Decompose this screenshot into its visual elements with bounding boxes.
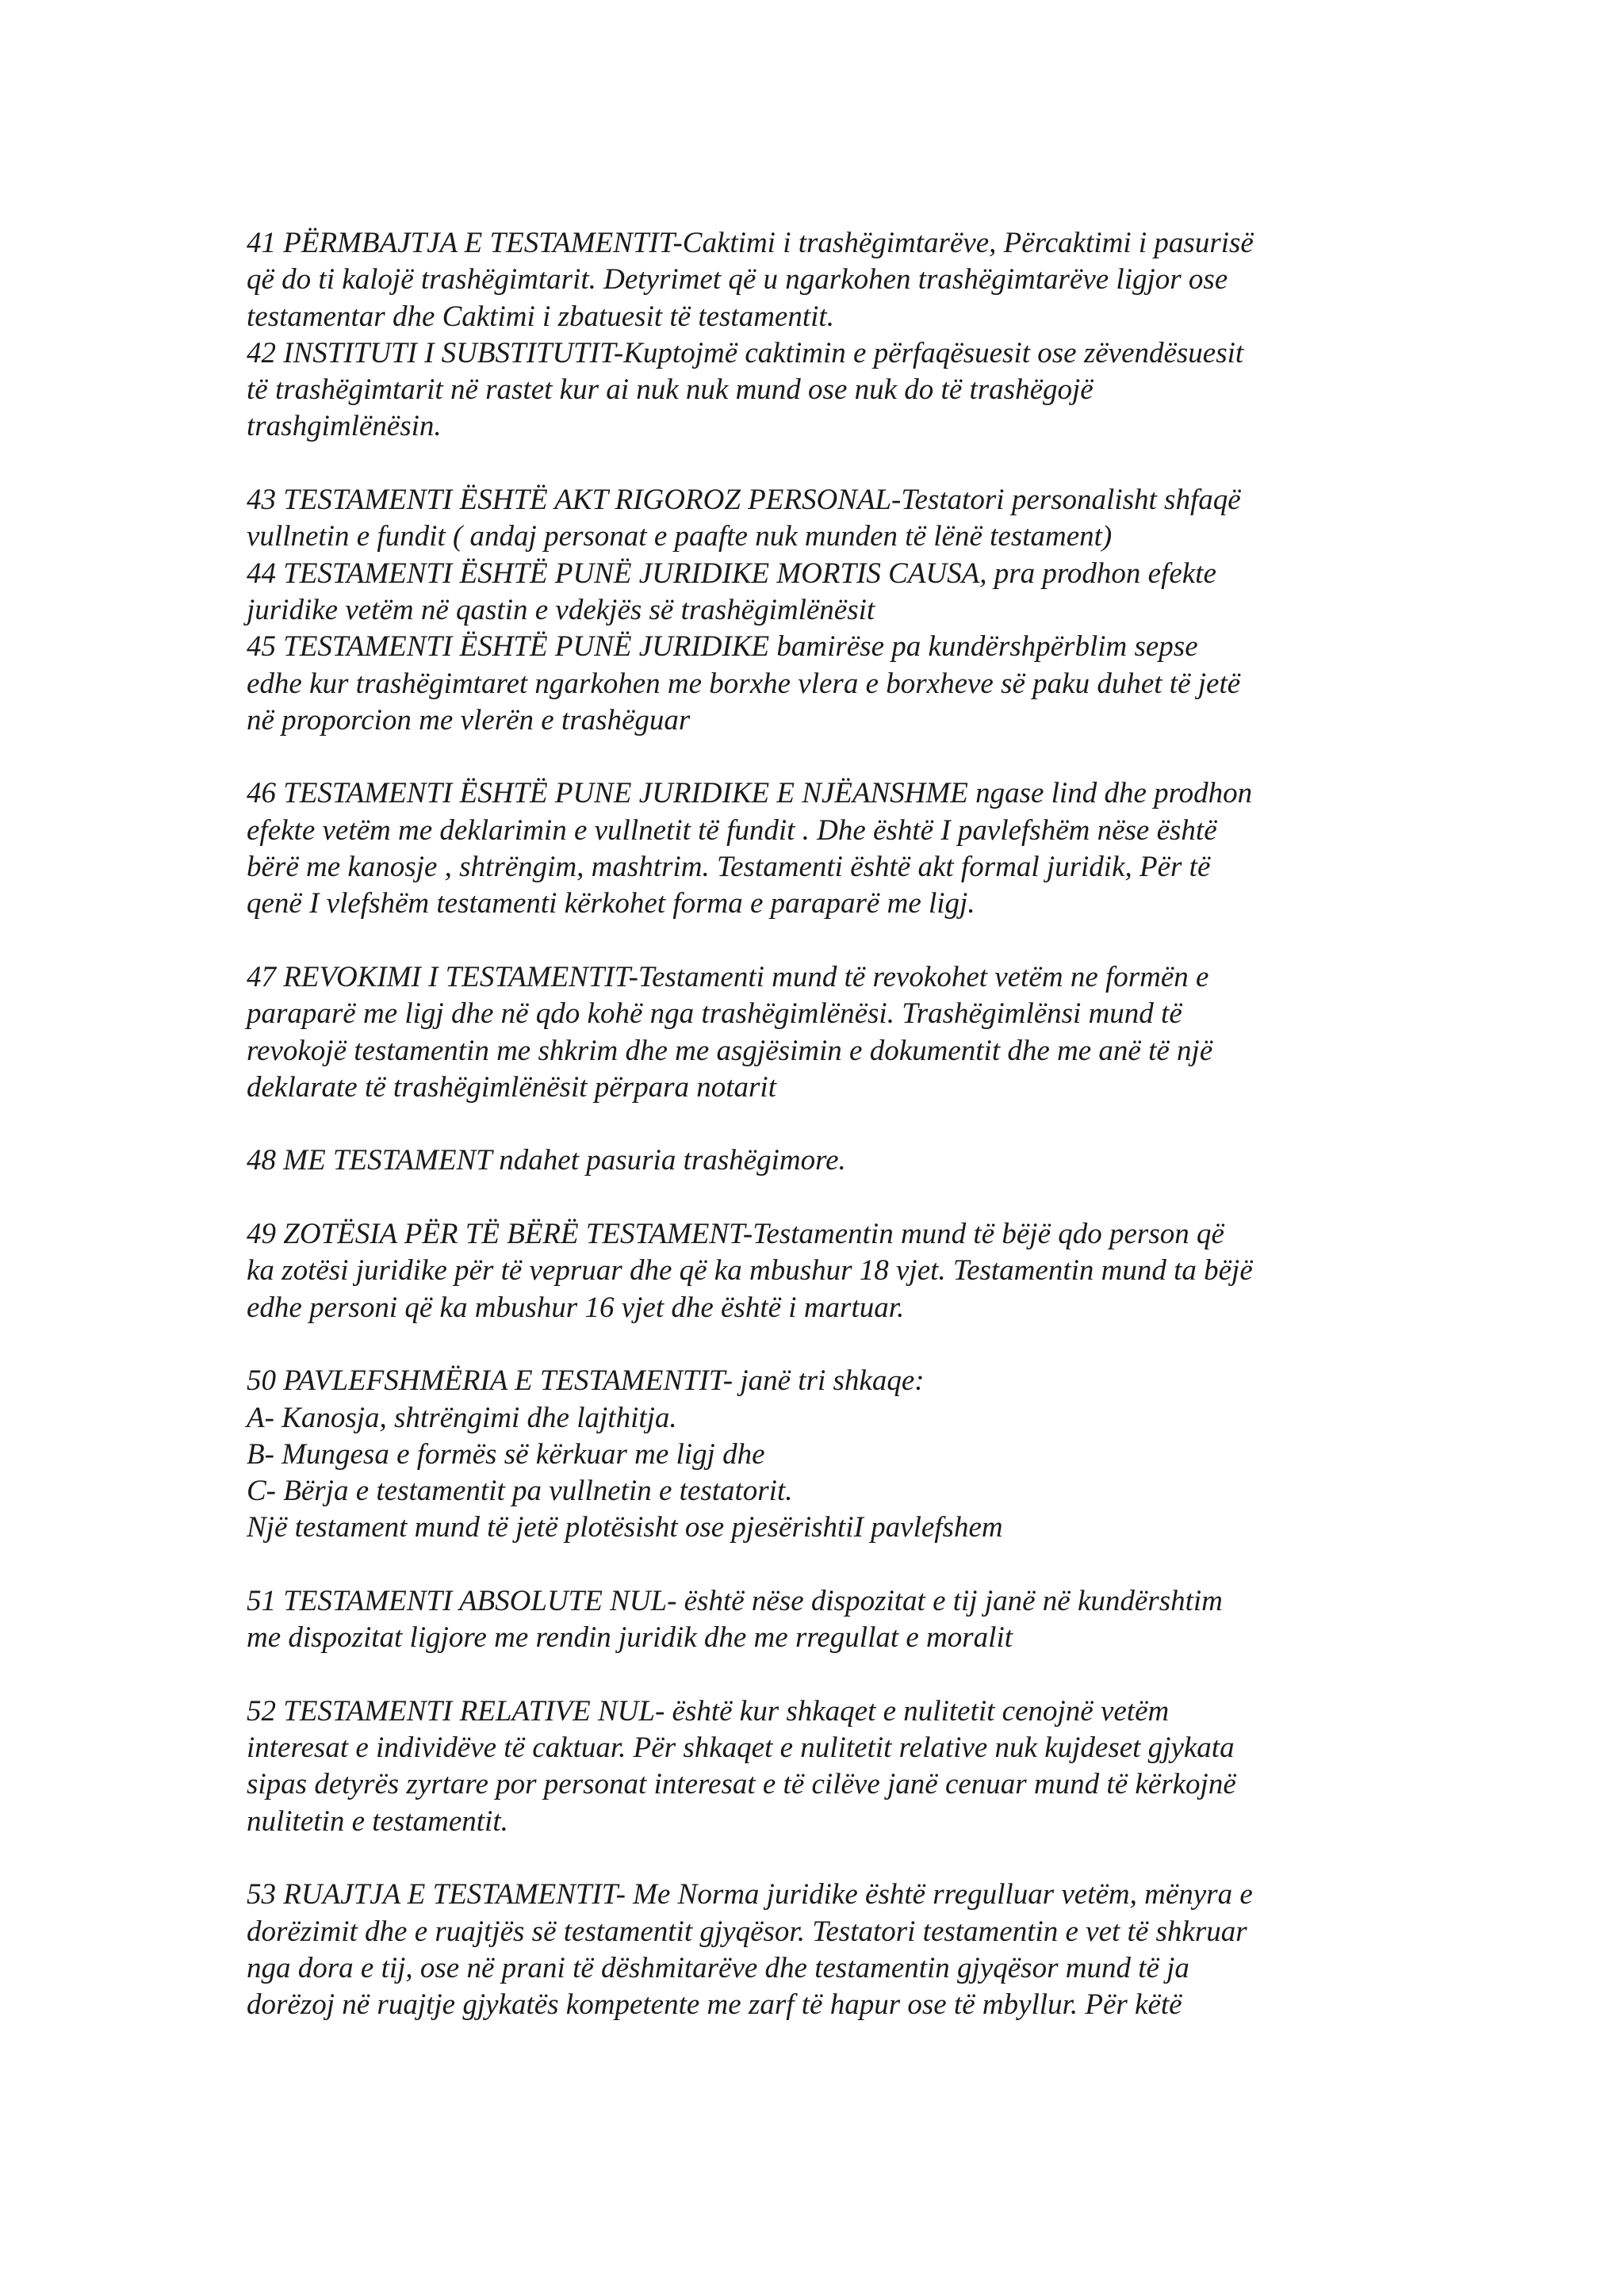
text-line: nulitetin e testamentit. xyxy=(247,1804,508,1838)
text-line: Një testament mund të jetë plotësisht ose pjesërishtiI pavlefshem xyxy=(247,1511,1003,1544)
text-line: 43 TESTAMENTI ËSHTË AKT RIGOROZ PERSONAL-Testatori personalisht shfaqë xyxy=(247,484,1241,517)
text-line: edhe kur trashëgimtaret ngarkohen me borxhe vlera e borxheve së paku duhet të jetë xyxy=(247,667,1241,700)
text-line: B- Mungesa e formës së kërkuar me ligj dhe xyxy=(247,1437,765,1471)
text-line: 50 PAVLEFSHMËRIA E TESTAMENTIT- janë tri shkaqe: xyxy=(247,1364,925,1398)
paragraph-gap xyxy=(247,1326,1388,1363)
paragraph xyxy=(247,1877,1388,2023)
text-line: 52 TESTAMENTI RELATIVE NUL- është kur shkaqet e nulitetit cenojnë vetëm xyxy=(247,1694,1170,1728)
text-line: me dispozitat ligjore me rendin juridik dhe me rregullat e moralit xyxy=(247,1621,1013,1655)
text-line: edhe personi që ka mbushur 16 vjet dhe është i martuar. xyxy=(247,1291,905,1324)
paragraph-gap xyxy=(247,1840,1388,1877)
text-line: dorëzimit dhe e ruajtjës së testamentit gjyqësor. Testatori testamentin e vet të shkruar xyxy=(247,1915,1247,1948)
paragraph xyxy=(247,482,1388,739)
text-line: interesat e individëve të caktuar. Për shkaqet e nulitetit relative nuk kujdeset gjykata xyxy=(247,1732,1235,1765)
text-line: juridike vetëm në qastin e vdekjës së trashëgimlënësit xyxy=(247,593,875,626)
text-line: paraparë me ligj dhe në qdo kohë nga trashëgimlënësi. Trashëgimlënsi mund të xyxy=(247,997,1182,1031)
text-line: A- Kanosja, shtrëngimi dhe lajthitja. xyxy=(247,1401,677,1434)
paragraph-gap xyxy=(247,1180,1388,1216)
paragraph xyxy=(247,1693,1388,1840)
text-line: sipas detyrës zyrtare por personat interesat e të cilëve janë cenuar mund të kërkojnë xyxy=(247,1768,1236,1801)
paragraph-gap xyxy=(247,923,1388,959)
text-line: testamentar dhe Caktimi i zbatuesit të testamentit. xyxy=(247,300,834,333)
text-line: nga dora e tij, ose në prani të dëshmitarëve dhe testamentin gjyqësor mund të ja xyxy=(247,1951,1189,1984)
text-line: qenë I vlefshëm testamenti kërkohet forma e paraparë me ligj. xyxy=(247,887,975,920)
text-line: revokojë testamentin me shkrim dhe me asgjësimin e dokumentit dhe me anë të një xyxy=(247,1034,1213,1067)
text-line: 45 TESTAMENTI ËSHTË PUNË JURIDIKE bamirëse pa kundërshpërblim sepse xyxy=(247,630,1198,664)
paragraph xyxy=(247,1363,1388,1546)
text-line: ka zotësi juridike për të vepruar dhe që ka mbushur 18 vjet. Testamentin mund ta bëjë xyxy=(247,1254,1253,1288)
paragraph-gap xyxy=(247,1547,1388,1583)
paragraph xyxy=(247,1216,1388,1326)
document-body xyxy=(247,225,1388,2024)
paragraph-gap xyxy=(247,1106,1388,1142)
text-line: që do ti kalojë trashëgimtarit. Detyrimet që u ngarkohen trashëgimtarëve ligjor ose xyxy=(247,263,1228,297)
paragraph xyxy=(247,1583,1388,1657)
text-line: në proporcion me vlerën e trashëguar xyxy=(247,703,691,737)
text-line: 42 INSTITUTI I SUBSTITUTIT-Kuptojmë caktimin e përfaqësuesit ose zëvendësuesit xyxy=(247,336,1244,369)
text-line: 51 TESTAMENTI ABSOLUTE NUL- është nëse dispozitat e tij janë në kundërshtim xyxy=(247,1584,1223,1617)
text-line: dorëzoj në ruajtje gjykatës kompetente me zarf të hapur ose të mbyllur. Për këtë xyxy=(247,1988,1182,2022)
paragraph-gap xyxy=(247,446,1388,482)
paragraph xyxy=(247,1142,1388,1179)
text-line: trashgimlënësin. xyxy=(247,410,442,443)
paragraph-gap xyxy=(247,739,1388,775)
text-line: 41 PËRMBAJTJA E TESTAMENTIT-Caktimi i trashëgimtarëve, Përcaktimi i pasurisë xyxy=(247,227,1254,259)
paragraph-gap xyxy=(247,1657,1388,1693)
text-line: 53 RUAJTJA E TESTAMENTIT- Me Norma juridike është rregulluar vetëm, mënyra e xyxy=(247,1878,1253,1911)
text-line: 47 REVOKIMI I TESTAMENTIT-Testamenti mund të revokohet vetëm ne formën e xyxy=(247,960,1209,993)
text-line: të trashëgimtarit në rastet kur ai nuk nuk mund ose nuk do të trashëgojë xyxy=(247,373,1094,407)
text-line: 44 TESTAMENTI ËSHTË PUNË JURIDIKE MORTIS CAUSA, pra prodhon efekte xyxy=(247,557,1216,590)
text-line: bërë me kanosje , shtrëngim, mashtrim. Testamenti është akt formal juridik, Për të xyxy=(247,851,1211,884)
text-line: 49 ZOTËSIA PËR TË BËRË TESTAMENT-Testamentin mund të bëjë qdo person që xyxy=(247,1218,1224,1251)
text-line: efekte vetëm me deklarimin e vullnetit të fundit . Dhe është I pavlefshëm nëse është xyxy=(247,813,1217,847)
text-line: vullnetin e fundit ( andaj personat e paafte nuk munden të lënë testament) xyxy=(247,520,1113,553)
paragraph xyxy=(247,225,1388,446)
text-line: 46 TESTAMENTI ËSHTË PUNE JURIDIKE E NJËANSHME ngase lind dhe prodhon xyxy=(247,777,1253,810)
text-line: 48 ME TESTAMENT ndahet pasuria trashëgimore. xyxy=(247,1144,846,1177)
text-line: deklarate të trashëgimlënësit përpara notarit xyxy=(247,1070,776,1104)
paragraph xyxy=(247,775,1388,922)
paragraph xyxy=(247,959,1388,1106)
text-line: C- Bërja e testamentit pa vullnetin e testatorit. xyxy=(247,1475,793,1508)
